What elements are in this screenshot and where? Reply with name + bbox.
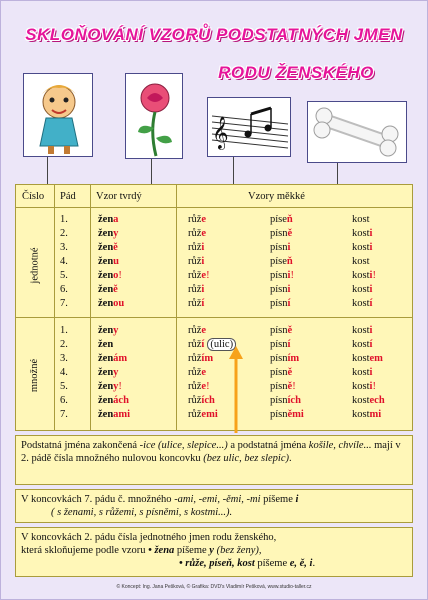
word-form-zena [98, 408, 130, 421]
word-part: i [369, 325, 373, 336]
note-7-pad [15, 489, 413, 523]
word-part: emi [201, 409, 218, 420]
group-label-plural: množné [29, 358, 41, 392]
leader-line [233, 157, 234, 185]
note-text: píšeme [174, 545, 210, 556]
word-form-ruze [188, 352, 213, 365]
word-part: písn [270, 395, 288, 406]
word-part: písn [270, 325, 288, 336]
case-number: 4. [60, 256, 68, 267]
word-form-kost [352, 380, 376, 393]
word-part: růž [188, 395, 202, 406]
note-2-pad [15, 527, 413, 577]
note-text: y [209, 545, 214, 556]
word-part: písn [270, 284, 288, 295]
word-part: i [369, 284, 373, 295]
header-vzory-mekke: Vzory měkké [248, 191, 305, 202]
note-text: píšeme [254, 558, 290, 569]
note-text: • žena [148, 545, 175, 556]
title-line-1: SKLOŇOVÁNÍ VZORŮ PODSTATNÝCH JMEN [25, 25, 403, 44]
word-part: písn [270, 339, 288, 350]
word-part: i [369, 242, 373, 253]
word-part: í [369, 339, 373, 350]
word-part: žen [98, 270, 114, 281]
word-form-pisen [270, 269, 294, 282]
word-part: růž [188, 284, 202, 295]
svg-text:𝄞: 𝄞 [212, 116, 229, 149]
word-part: ! [372, 381, 376, 392]
word-part: píse [270, 256, 287, 267]
word-part: růž [188, 270, 202, 281]
word-part: kost [352, 256, 370, 267]
word-part: i [369, 367, 373, 378]
divider [90, 185, 91, 430]
word-part: písn [270, 270, 288, 281]
word-part: ! [206, 270, 210, 281]
word-form-ruze [188, 408, 218, 421]
word-part: žen [98, 325, 114, 336]
case-number: 1. [60, 214, 68, 225]
word-part: y [113, 381, 119, 392]
word-part: í [287, 339, 291, 350]
music-notes-icon [208, 98, 292, 158]
word-part: žen [98, 381, 114, 392]
word-part: růž [188, 256, 202, 267]
rose-picture [125, 73, 183, 159]
word-form-kost [352, 269, 376, 282]
divider [176, 185, 177, 430]
word-form-ruze [188, 283, 204, 296]
word-part: kost [352, 409, 370, 420]
case-number: 5. [60, 270, 68, 281]
note-text: Podstatná jména zakončená [21, 440, 140, 451]
word-form-ruze [188, 297, 204, 310]
word-part: žen [98, 256, 114, 267]
word-part: ň [286, 256, 293, 267]
word-part: žen [98, 395, 114, 406]
note-text: která skloňujeme podle vzoru [21, 545, 149, 556]
case-number: 6. [60, 395, 68, 406]
word-part: kost [352, 325, 370, 336]
word-part: růž [188, 242, 202, 253]
word-form-ruze [188, 324, 206, 337]
word-part: mi [369, 409, 382, 420]
word-part: písn [270, 242, 288, 253]
word-form-kost [352, 255, 370, 268]
header-cislo: Číslo [22, 191, 45, 202]
word-form-ruze [188, 269, 210, 282]
word-part: í [287, 298, 291, 309]
word-part: o [113, 270, 119, 281]
word-part: i [201, 242, 205, 253]
word-part: e [201, 325, 207, 336]
word-part: písn [270, 353, 288, 364]
word-part: kost [352, 339, 370, 350]
word-part: ami [113, 409, 131, 420]
word-form-kost [352, 213, 370, 226]
word-part: ím [201, 353, 214, 364]
word-part: i [369, 381, 373, 392]
word-part: kost [352, 214, 370, 225]
word-form-kost [352, 227, 372, 240]
word-form-ruze [188, 380, 210, 393]
divider [16, 317, 412, 318]
word-part: písn [270, 381, 288, 392]
bone-icon [308, 102, 408, 164]
word-form-ruze [188, 213, 206, 226]
declension-table [15, 184, 413, 431]
word-form-pisen [270, 366, 292, 379]
word-form-zena [98, 269, 122, 282]
divider [16, 207, 412, 208]
word-part: e [201, 214, 207, 225]
word-part: kost [352, 381, 370, 392]
word-part: ech [369, 395, 385, 406]
word-form-kost [352, 297, 372, 310]
up-arrow-icon [226, 345, 246, 435]
word-part: i [369, 270, 373, 281]
divider [54, 185, 55, 430]
word-part: žen [98, 242, 114, 253]
word-part: ! [118, 270, 122, 281]
footer-credits: © Koncept: Ing. Jana Pešková, © Grafika: DVD's Vladimír Pešková, www.studio-taller.cz [116, 584, 312, 590]
word-form-zena [98, 338, 113, 351]
rose-icon [126, 74, 184, 160]
word-form-kost [352, 241, 372, 254]
word-part: ě [287, 367, 293, 378]
word-form-ruze [188, 255, 204, 268]
note-text: • růže, píseň, kost [179, 558, 255, 569]
word-part: růž [188, 367, 202, 378]
word-part: žen [98, 409, 114, 420]
word-part: e [201, 381, 207, 392]
girl-picture [23, 73, 93, 157]
bone-picture [307, 101, 407, 163]
word-form-pisen [270, 324, 292, 337]
word-form-ruze [188, 366, 206, 379]
word-form-zena [98, 352, 127, 365]
leader-line [151, 159, 152, 185]
word-part: písn [270, 298, 288, 309]
leader-line [47, 157, 48, 185]
word-form-zena [98, 283, 118, 296]
word-part: růž [188, 353, 202, 364]
word-form-pisen [270, 241, 290, 254]
word-part: e [201, 270, 207, 281]
word-part: ou [113, 298, 125, 309]
note-nulova-koncovka [15, 435, 413, 485]
note-text: V koncovkách 7. pádu č. množného [21, 494, 175, 505]
group-label-plural-box [28, 335, 42, 415]
word-part: ám [113, 353, 128, 364]
case-number: 4. [60, 367, 68, 378]
word-part: i [201, 284, 205, 295]
word-part: y [113, 367, 119, 378]
note-text: V koncovkách 2. pádu čísla jednotného jmen rodu ženského, [21, 532, 277, 543]
word-part: žen [98, 367, 114, 378]
word-part: růž [188, 339, 202, 350]
word-part: kost [352, 242, 370, 253]
word-part: y [113, 325, 119, 336]
case-number: 2. [60, 339, 68, 350]
note-text: . [289, 453, 292, 464]
word-form-pisen [270, 283, 290, 296]
word-part: ! [206, 381, 210, 392]
word-part: a [113, 214, 119, 225]
word-form-pisen [270, 213, 293, 226]
header-vzor-tvrdy: Vzor tvrdý [96, 191, 142, 202]
case-number: 3. [60, 353, 68, 364]
word-part: ě [287, 325, 293, 336]
word-part: růž [188, 298, 202, 309]
word-form-kost [352, 366, 372, 379]
case-number: 7. [60, 298, 68, 309]
note-text: (bez ženy), [213, 545, 262, 556]
word-form-pisen [270, 255, 293, 268]
word-part: ěmi [287, 409, 304, 420]
word-part: ! [372, 270, 376, 281]
note-text: -ami, -emi, -ěmi, -mi [174, 494, 261, 505]
word-form-pisen [270, 227, 292, 240]
word-form-kost [352, 324, 372, 337]
word-part: i [287, 284, 291, 295]
word-form-ruze [188, 227, 206, 240]
word-part: žen [98, 214, 114, 225]
word-part: kost [352, 353, 370, 364]
word-form-zena [98, 227, 118, 240]
group-label-singular: jednotné [29, 246, 41, 284]
word-part: i [201, 256, 205, 267]
girl-icon [24, 74, 94, 158]
case-number: 7. [60, 409, 68, 420]
word-form-zena [98, 366, 118, 379]
word-form-zena [98, 324, 118, 337]
note-text: mají v 2. pádě čísla množného nulovou koncovku [21, 440, 401, 464]
case-number: 2. [60, 228, 68, 239]
group-label-singular-box [28, 225, 42, 305]
word-part: y [113, 228, 119, 239]
word-part: kost [352, 395, 370, 406]
word-part: kost [352, 284, 370, 295]
word-form-kost [352, 352, 383, 365]
word-part: kost [352, 298, 370, 309]
word-part: ! [118, 381, 122, 392]
word-form-zena [98, 213, 118, 226]
word-part: ě [113, 284, 118, 295]
word-form-pisen [270, 297, 290, 310]
note-text: i [295, 494, 299, 505]
word-part: ích [287, 395, 301, 406]
word-part: ě [287, 381, 293, 392]
word-form-zena [98, 297, 124, 310]
word-part: u [113, 256, 120, 267]
word-form-pisen [270, 380, 296, 393]
word-part: žen [98, 228, 114, 239]
word-part: žen [98, 339, 114, 350]
word-part: ě [113, 242, 118, 253]
word-part: ách [113, 395, 129, 406]
word-part: í [201, 298, 205, 309]
word-form-kost [352, 394, 385, 407]
case-number: 1. [60, 325, 68, 336]
word-part: růž [188, 214, 202, 225]
leader-line [337, 163, 338, 185]
word-part: kost [352, 270, 370, 281]
word-part: růž [188, 325, 202, 336]
word-form-kost [352, 338, 372, 351]
word-form-zena [98, 380, 122, 393]
word-part: í [201, 339, 205, 350]
note-text: (bez ulic, bez slepic) [203, 453, 289, 464]
word-part: růž [188, 381, 202, 392]
word-part: ě [287, 228, 293, 239]
word-part: ! [292, 381, 296, 392]
word-form-ruze [188, 394, 215, 407]
note-text: e, ě, i [289, 558, 313, 569]
word-part: em [369, 353, 383, 364]
case-number: 3. [60, 242, 68, 253]
word-form-kost [352, 283, 372, 296]
word-form-pisen [270, 408, 304, 421]
word-part: i [287, 242, 291, 253]
word-form-zena [98, 255, 119, 268]
word-form-pisen [270, 352, 299, 365]
title-line-2: RODU ŽENSKÉHO [218, 63, 374, 82]
header-pad: Pád [60, 191, 76, 202]
word-part: žen [98, 284, 114, 295]
music-picture [207, 97, 291, 157]
word-part: e [201, 367, 207, 378]
word-part: kost [352, 367, 370, 378]
note-text: a podstatná jména [227, 440, 309, 451]
word-part: kost [352, 228, 370, 239]
note-text: . [312, 558, 316, 569]
word-part: ! [290, 270, 294, 281]
word-form-zena [98, 241, 118, 254]
word-form-pisen [270, 394, 301, 407]
word-part: růž [188, 409, 202, 420]
case-number: 5. [60, 381, 68, 392]
note-text: píšeme [260, 494, 296, 505]
note-text: košile, chvíle... [308, 440, 372, 451]
word-part: píse [270, 214, 287, 225]
word-part: ím [287, 353, 300, 364]
word-part: žen [98, 298, 114, 309]
word-part: í [369, 298, 373, 309]
word-form-pisen [270, 338, 290, 351]
ulic-annotation: (ulic) [207, 338, 236, 351]
word-part: i [369, 228, 373, 239]
word-part: ích [201, 395, 215, 406]
word-form-kost [352, 408, 381, 421]
word-part: e [201, 228, 207, 239]
note-text: -ice (ulice, slepice...) [139, 440, 228, 451]
note-text: ( s ženami, s růžemi, s písněmi, s kostmi...). [51, 507, 233, 518]
word-form-ruze [188, 241, 204, 254]
case-number: 6. [60, 284, 68, 295]
word-part: růž [188, 228, 202, 239]
word-part: i [287, 270, 291, 281]
word-part: ň [286, 214, 293, 225]
word-form-zena [98, 394, 129, 407]
word-part: písn [270, 228, 288, 239]
word-part: žen [98, 353, 114, 364]
word-part: písn [270, 409, 288, 420]
word-part: písn [270, 367, 288, 378]
